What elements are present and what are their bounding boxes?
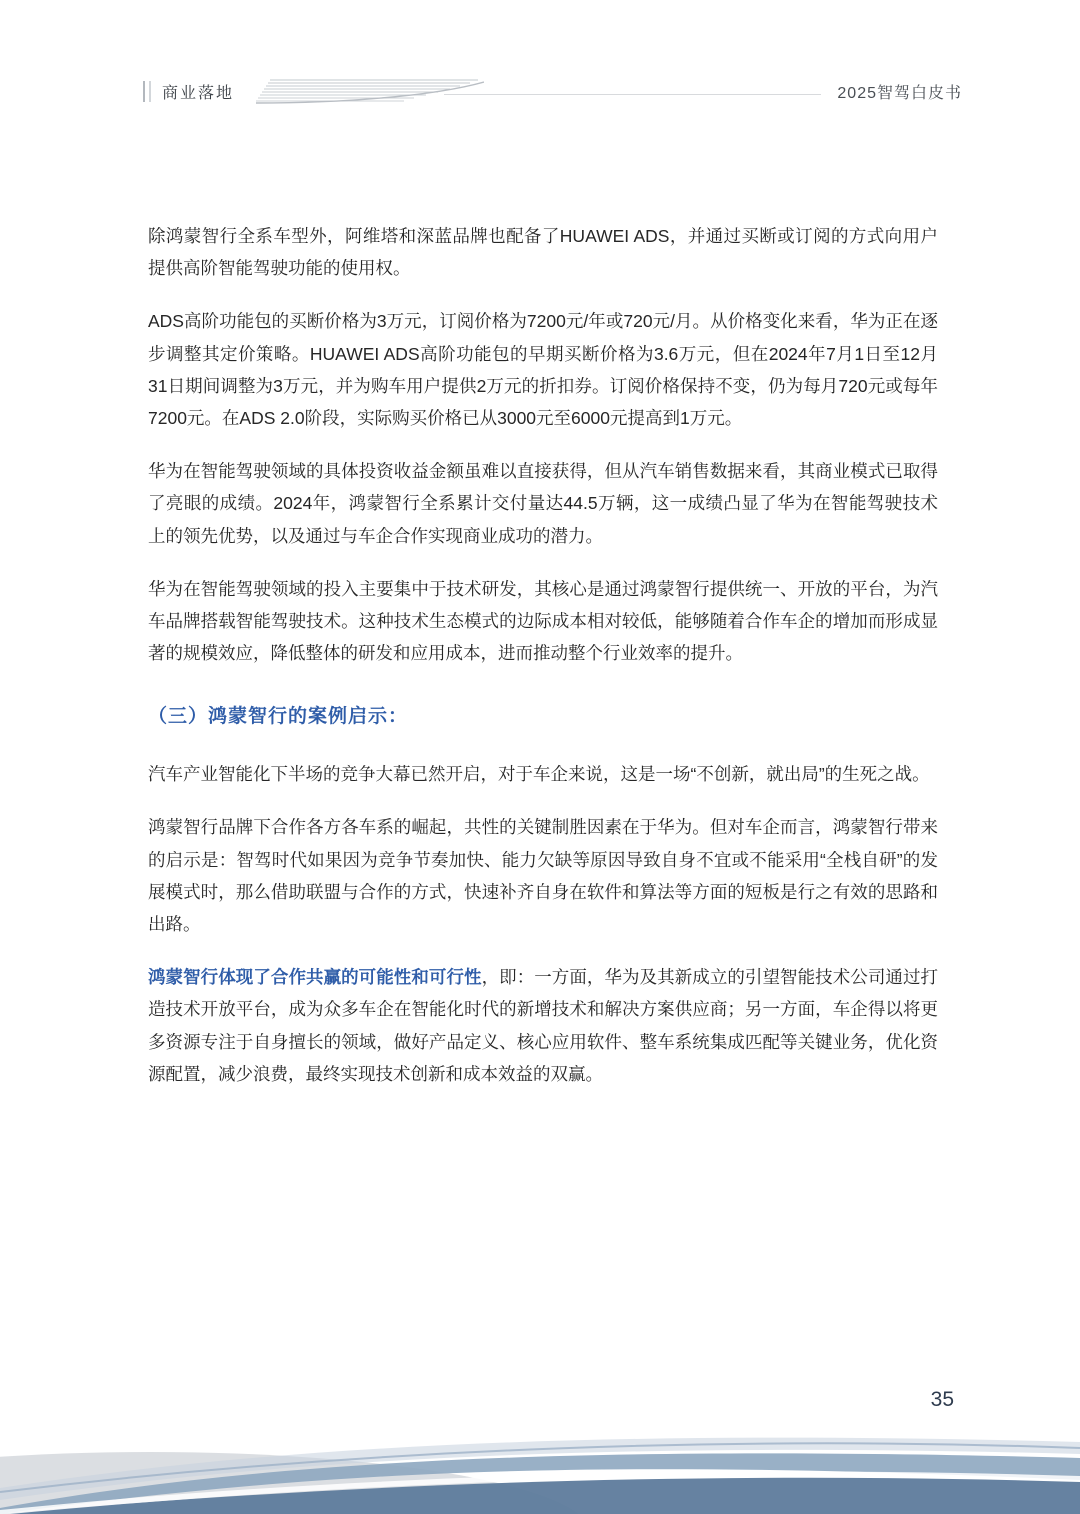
header-section-label: 商业落地 <box>162 84 235 102</box>
header-rule <box>444 94 821 95</box>
body-paragraph: ADS高阶功能包的买断价格为3万元，订阅价格为7200元/年或720元/月。从价格变化来看，华为正在逐步调整其定价策略。HUAWEI ADS高阶功能包的早期买断价格为3.6万元，但在2024年7月1日至12月31日期间调整为3万元，并为购车用户提供2万元的折扣券。订阅价格保持不变，仍为每月720元或每年7200元。在ADS 2.0阶段，实际购买价格已从3000元至6000元提高到1万元。 <box>148 311 938 428</box>
body-paragraph: 鸿蒙智行品牌下合作各方各车系的崛起，共性的关键制胜因素在于华为。但对车企而言，鸿蒙智行带来的启示是：智驾时代如果因为竞争节奏加快、能力欠缺等原因导致自身不宜或不能采用“全栈自研”的发展模式时，那么借助联盟与合作的方式，快速补齐自身在软件和算法等方面的短板是行之有效的思路和出路。 <box>148 817 938 934</box>
footer-wave-decoration <box>0 1384 1080 1514</box>
header-doc-title: 2025智驾白皮书 <box>837 84 962 102</box>
page-content <box>148 220 938 1111</box>
highlight-lead-text: 鸿蒙智行体现了合作共赢的可能性和可行性 <box>148 967 482 988</box>
header-accent-bars-icon <box>143 81 151 102</box>
highlight-rest-text: ，即：一方面，华为及其新成立的引望智能技术公司通过打造技术开放平台，成为众多车企在智能化时代的新增技术和解决方案供应商；另一方面，车企得以将更多资源专注于自身擅长的领域，做好产品定义、核心应用软件、整车系统集成匹配等关键业务，优化资源配置，减少浪费，最终实现技术创新和成本效益的双赢。 <box>148 967 938 1084</box>
page-number: 35 <box>930 1388 954 1411</box>
page-header <box>0 76 1080 106</box>
body-paragraph: 汽车产业智能化下半场的竞争大幕已然开启，对于车企来说，这是一场“不创新，就出局”的生死之战。 <box>148 764 930 785</box>
highlight-paragraph <box>148 961 938 1090</box>
section-heading: （三）鸿蒙智行的案例启示： <box>148 706 409 728</box>
header-flourish-lines-icon <box>254 76 484 106</box>
body-paragraph: 华为在智能驾驶领域的具体投资收益金额虽难以直接获得，但从汽车销售数据来看，其商业模式已取得了亮眼的成绩。2024年，鸿蒙智行全系累计交付量达44.5万辆，这一成绩凸显了华为在智能驾驶技术上的领先优势，以及通过与车企合作实现商业成功的潜力。 <box>148 461 938 546</box>
body-paragraph: 华为在智能驾驶领域的投入主要集中于技术研发，其核心是通过鸿蒙智行提供统一、开放的平台，为汽车品牌搭载智能驾驶技术。这种技术生态模式的边际成本相对较低，能够随着合作车企的增加而形成显著的规模效应，降低整体的研发和应用成本，进而推动整个行业效率的提升。 <box>148 578 938 664</box>
body-paragraph: 除鸿蒙智行全系车型外，阿维塔和深蓝品牌也配备了HUAWEI ADS，并通过买断或订阅的方式向用户提供高阶智能驾驶功能的使用权。 <box>148 226 938 279</box>
